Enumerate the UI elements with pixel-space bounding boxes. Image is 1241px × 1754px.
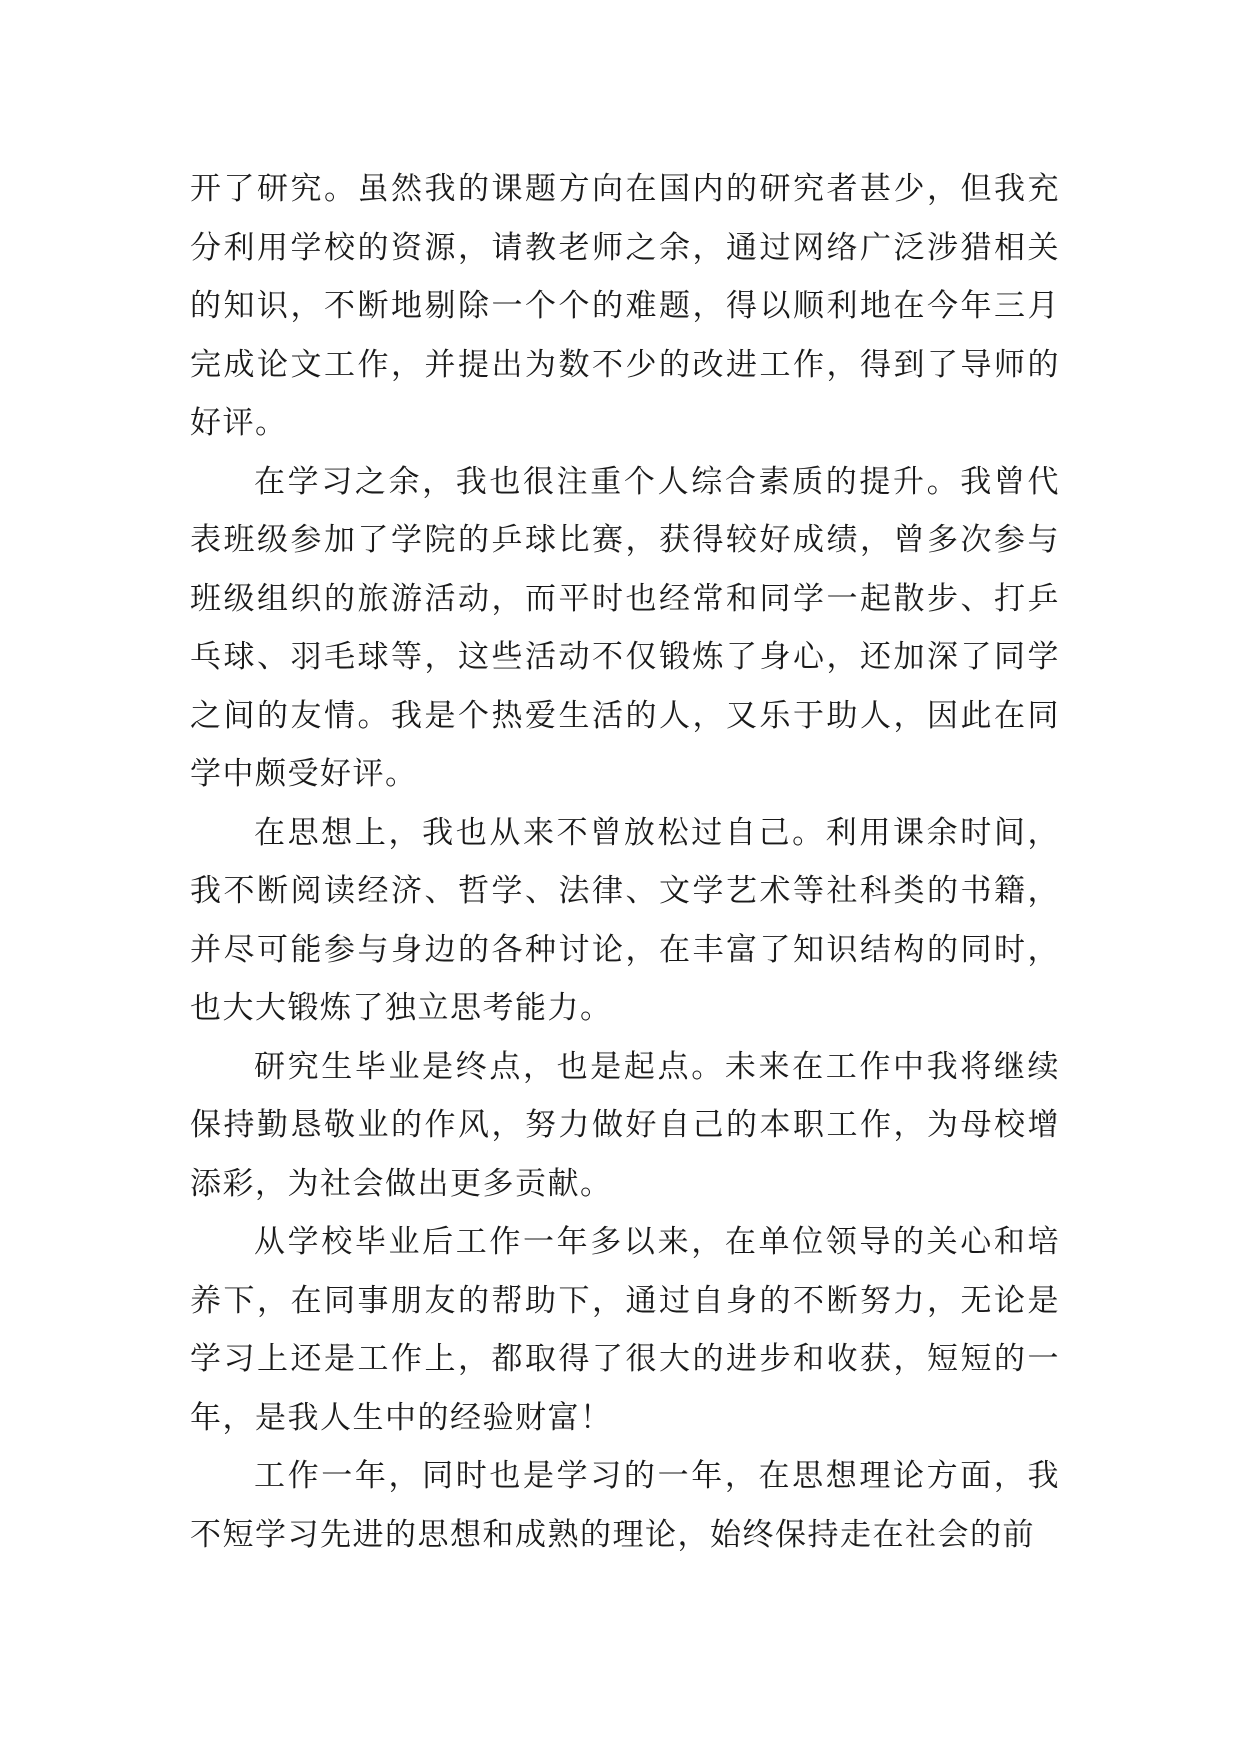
paragraph: 从学校毕业后工作一年多以来，在单位领导的关心和培养下，在同事朋友的帮助下，通过自身的不断努力，无论是学习上还是工作上，都取得了很大的进步和收获，短短的一年，是我人生中的经验财富！ (190, 1224, 1060, 1436)
paragraph: 工作一年，同时也是学习的一年，在思想理论方面，我不短学习先进的思想和成熟的理论，始终保持走在社会的前 (190, 1458, 1060, 1553)
paragraph: 在思想上，我也从来不曾放松过自己。利用课余时间，我不断阅读经济、哲学、法律、文学艺术等社科类的书籍，并尽可能参与身边的各种讨论，在丰富了知识结构的同时，也大大锻炼了独立思考能力。 (190, 814, 1060, 1026)
document-body (190, 160, 1060, 1564)
paragraph: 在学习之余，我也很注重个人综合素质的提升。我曾代表班级参加了学院的乒球比赛，获得较好成绩，曾多次参与班级组织的旅游活动，而平时也经常和同学一起散步、打乒乓球、羽毛球等，这些活动不仅锻炼了身心，还加深了同学之间的友情。我是个热爱生活的人，又乐于助人，因此在同学中颇受好评。 (190, 463, 1060, 792)
paragraph: 开了研究。虽然我的课题方向在国内的研究者甚少，但我充分利用学校的资源，请教老师之余，通过网络广泛涉猎相关的知识，不断地剔除一个个的难题，得以顺利地在今年三月完成论文工作，并提出为数不少的改进工作，得到了导师的好评。 (190, 171, 1060, 441)
paragraph: 研究生毕业是终点，也是起点。未来在工作中我将继续保持勤恳敬业的作风，努力做好自己的本职工作，为母校增添彩，为社会做出更多贡献。 (190, 1048, 1060, 1202)
